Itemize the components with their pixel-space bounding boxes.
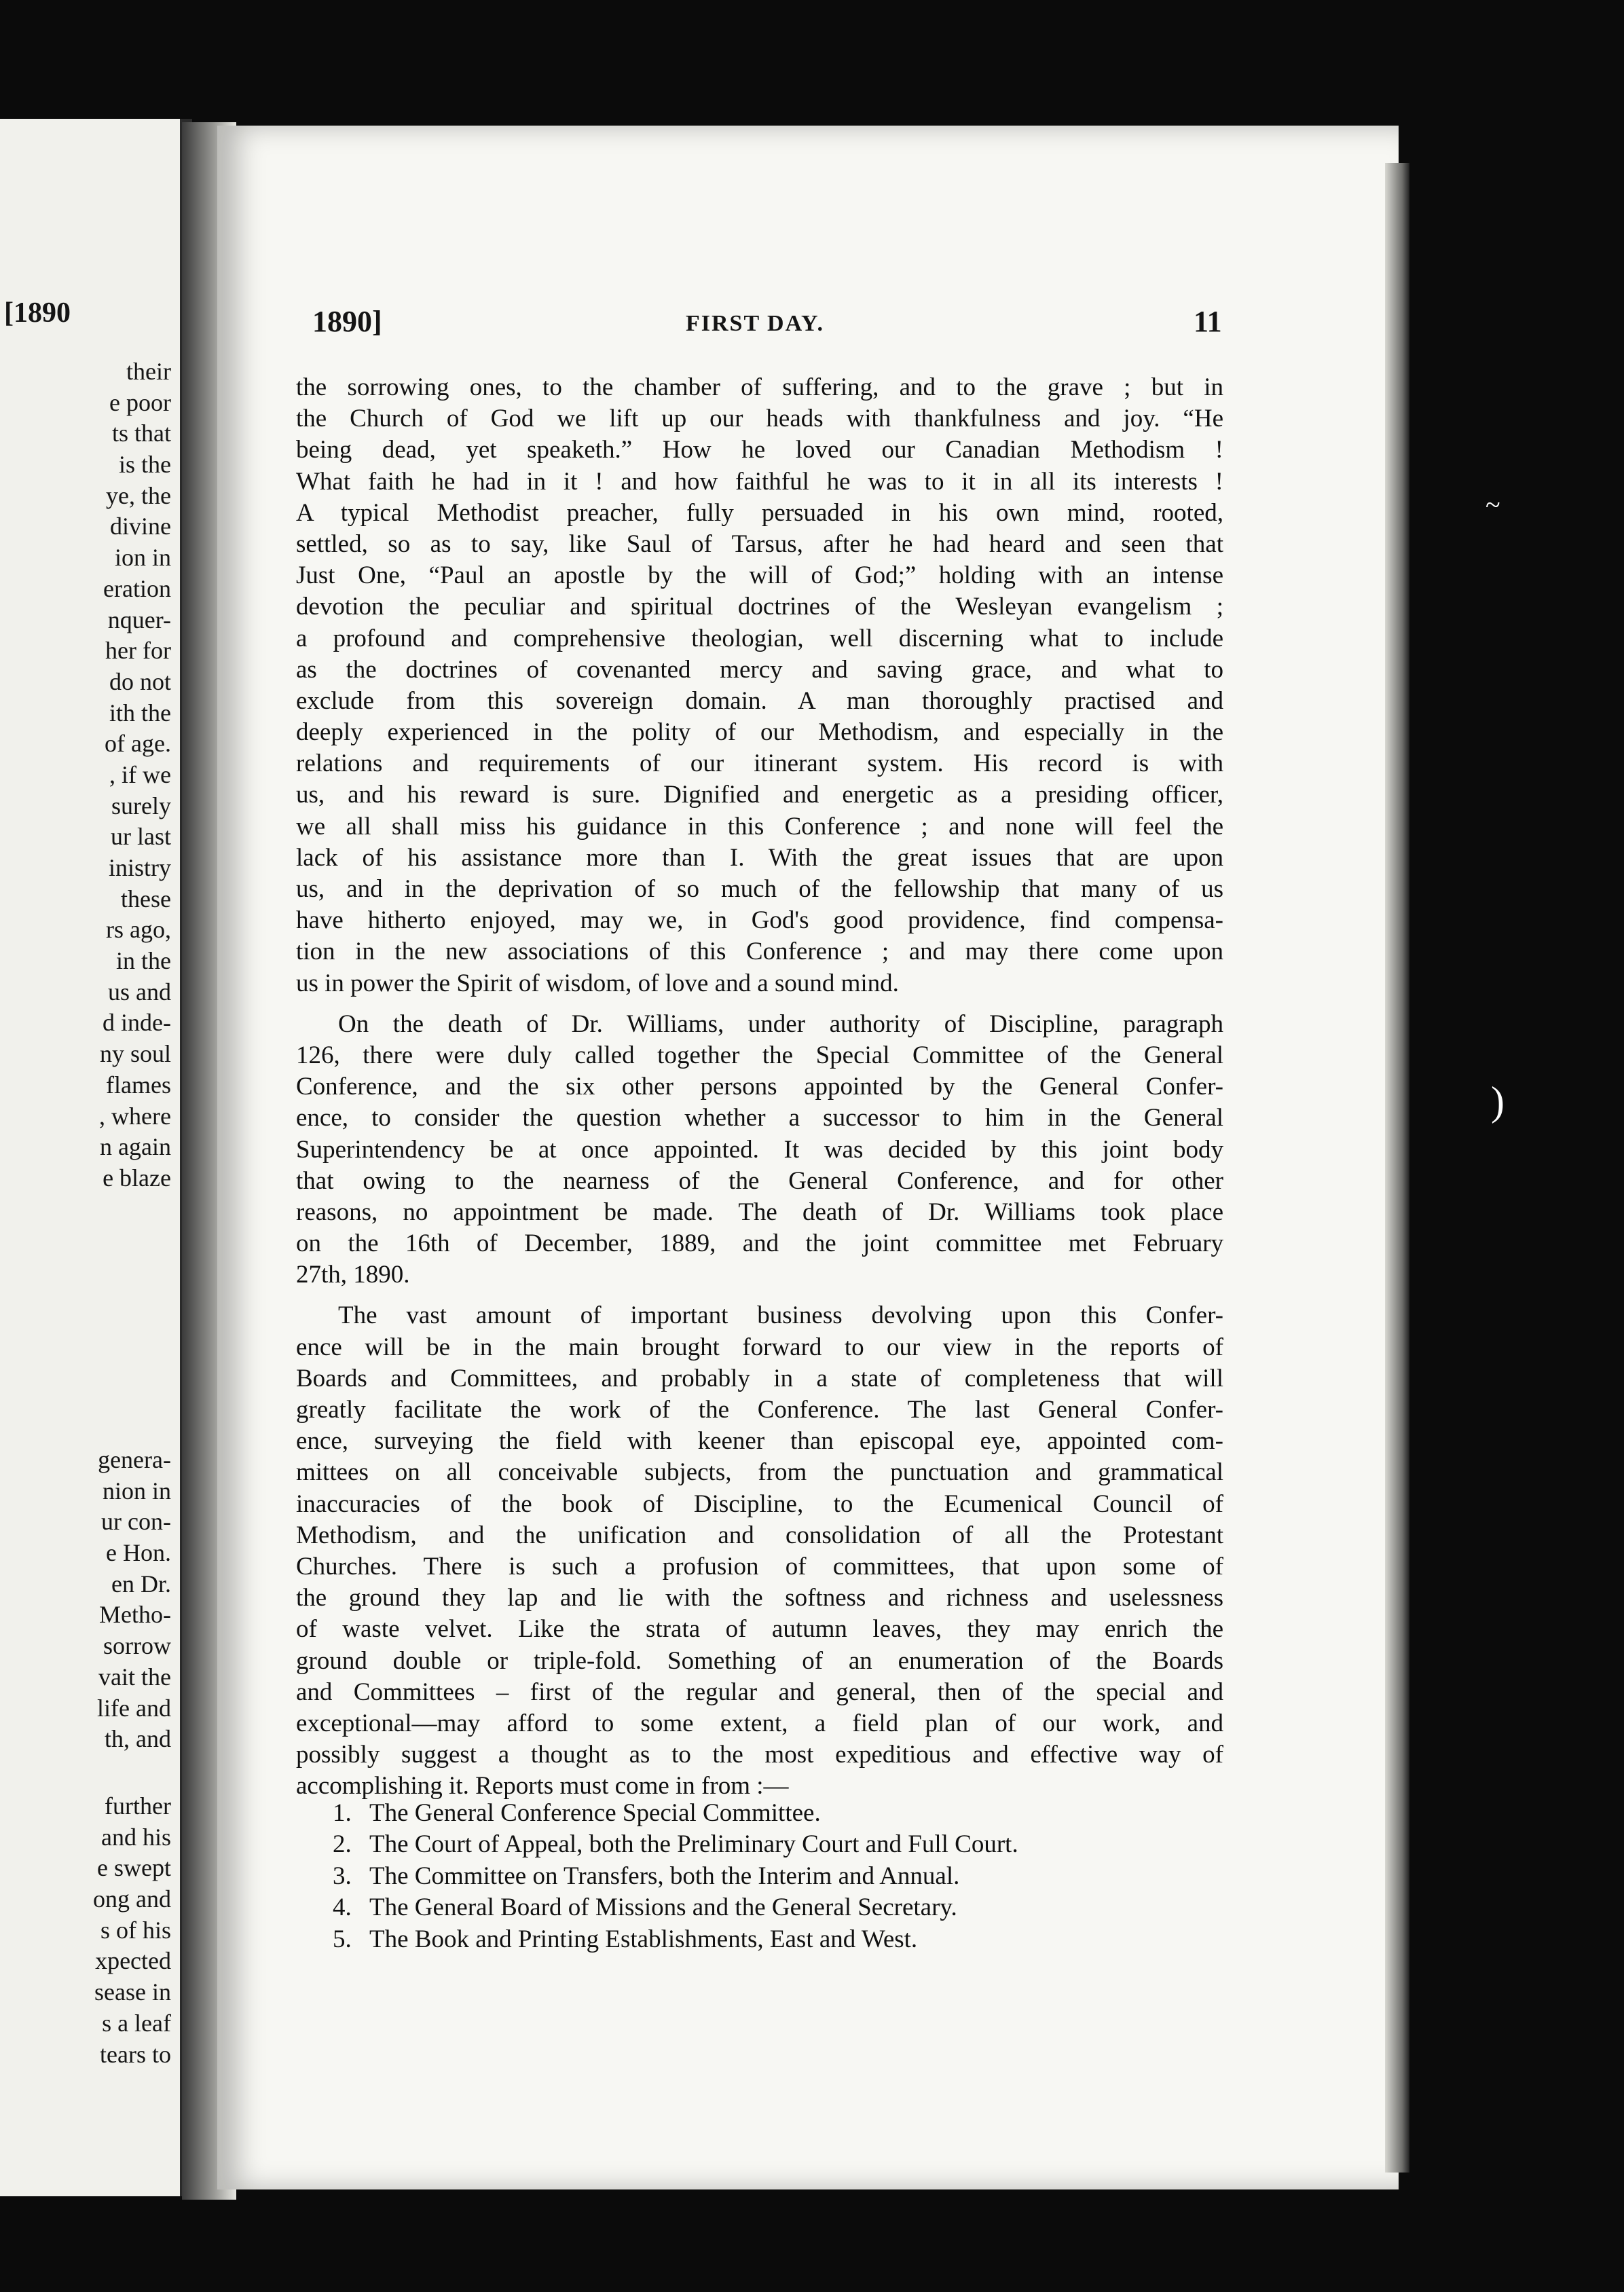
previous-page-line: e poor (109, 388, 171, 416)
text-line: exceptional—may afford to some extent, a field plan of our work, and (296, 1709, 1223, 1737)
list-item-number: 2. (333, 1830, 352, 1859)
previous-page-line: and his (101, 1823, 171, 1851)
text-line: on the 16th of December, 1889, and the joint committee met February (296, 1230, 1223, 1258)
list-item (333, 1892, 1229, 1923)
page-number: 11 (1194, 305, 1222, 338)
list-item-text: The Book and Printing Establishments, East and West. (369, 1925, 918, 1953)
text-line: possibly suggest a thought as to the most expeditious and effective way of (296, 1741, 1223, 1769)
text-line: Conference, and the six other persons appointed by the General Confer- (296, 1073, 1223, 1101)
previous-page-line: their (126, 358, 171, 385)
previous-page-line: divine (110, 513, 171, 540)
previous-page-line: ny soul (99, 1040, 171, 1068)
text-line: Churches. There is such a profusion of committees, that upon some of (296, 1552, 1223, 1581)
previous-page-line: further (105, 1792, 171, 1819)
previous-page-line: ong and (93, 1885, 171, 1913)
previous-page-line: ts that (112, 420, 171, 447)
previous-page-line: , where (99, 1102, 171, 1130)
previous-page-line: xpected (95, 1947, 171, 1975)
previous-page-line: e swept (97, 1854, 171, 1882)
text-line: the ground they lap and lie with the softness and richness and uselessness (296, 1584, 1223, 1612)
text-line: a profound and comprehensive theologian, well discerning what to include (296, 624, 1223, 652)
text-line: the sorrowing ones, to the chamber of suffering, and to the grave ; but in (296, 373, 1223, 401)
text-line: relations and requirements of our itinerant system. His record is with (296, 750, 1223, 778)
text-line: devotion the peculiar and spiritual doctrines of the Wesleyan evangelism ; (296, 593, 1223, 621)
text-line: A typical Methodist preacher, fully persuaded in his own mind, rooted, (296, 498, 1223, 527)
text-line: and Committees – first of the regular and general, then of the special and (296, 1678, 1223, 1706)
previous-page-line: ith the (109, 699, 171, 726)
previous-page-line: ye, the (106, 481, 171, 509)
scan-artifact-mark: ) (1491, 1079, 1505, 1124)
list-item-number: 3. (333, 1862, 352, 1890)
previous-page-line: ur con- (101, 1508, 171, 1536)
text-line: Superintendency be at once appointed. It was decided by this joint body (296, 1135, 1223, 1164)
previous-page-line: flames (106, 1071, 171, 1098)
list-item-text: The Court of Appeal, both the Preliminary Court and Full Court. (369, 1830, 1018, 1859)
paragraph (296, 1009, 1223, 1291)
previous-page-line: sorrow (103, 1632, 171, 1660)
previous-page-lines-c (0, 1791, 171, 2070)
running-head-title: FIRST DAY. (686, 311, 824, 336)
text-line: us, and his reward is sure. Dignified and energetic as a presiding officer, (296, 781, 1223, 809)
text-line: as the doctrines of covenanted mercy and saving grace, and what to (296, 655, 1223, 684)
reports-list (333, 1798, 1229, 1955)
previous-page-line: nquer- (107, 606, 171, 633)
text-line: ence, to consider the question whether a successor to him in the General (296, 1104, 1223, 1132)
text-line: Just One, “Paul an apostle by the will of God;” holding with an intense (296, 561, 1223, 590)
previous-page-line: in the (116, 947, 171, 975)
previous-page-header: [1890 (4, 297, 71, 329)
previous-page-line: ur last (111, 823, 171, 851)
text-line: exclude from this sovereign domain. A man thoroughly practised and (296, 686, 1223, 715)
text-line: being dead, yet speaketh.” How he loved our Canadian Methodism ! (296, 436, 1223, 464)
previous-page-line: , if we (109, 760, 171, 788)
text-line: the Church of God we lift up our heads with thankfulness and joy. “He (296, 405, 1223, 433)
previous-page-line: genera- (98, 1446, 171, 1473)
previous-page-line: her for (105, 637, 171, 665)
list-item-text: The General Conference Special Committee. (369, 1799, 821, 1827)
previous-page-line: rs ago, (106, 916, 171, 944)
paragraph (296, 372, 1223, 999)
previous-page-line: tears to (100, 2040, 171, 2068)
previous-page-line: do not (109, 667, 171, 695)
text-line: Boards and Committees, and probably in a state of completeness that will (296, 1364, 1223, 1392)
list-item-text: The Committee on Transfers, both the Interim and Annual. (369, 1862, 960, 1890)
list-item-number: 1. (333, 1799, 352, 1827)
previous-page-line: is the (119, 451, 171, 479)
text-line: that owing to the nearness of the General Conference, and for other (296, 1166, 1223, 1195)
list-item (333, 1924, 1229, 1955)
previous-page-line: surely (111, 792, 171, 819)
list-item (333, 1861, 1229, 1892)
previous-page-line: inistry (108, 854, 171, 881)
text-line: mittees on all conceivable subjects, from the punctuation and grammatical (296, 1458, 1223, 1487)
text-line: 126, there were duly called together the Special Committee of the General (296, 1041, 1223, 1069)
previous-page-line: eration (103, 574, 171, 602)
text-line: us, and in the deprivation of so much of the fellowship that many of us (296, 875, 1223, 903)
running-head (312, 304, 1229, 345)
text-line: ence, surveying the field with keener than episcopal eye, appointed com- (296, 1427, 1223, 1456)
previous-page-line: nion in (102, 1477, 171, 1504)
previous-page-line: n again (100, 1133, 171, 1161)
previous-page-line: s of his (100, 1916, 171, 1944)
paragraph (296, 1300, 1223, 1802)
text-line: greatly facilitate the work of the Conference. The last General Confer- (296, 1396, 1223, 1424)
text-line: have hitherto enjoyed, may we, in God's good providence, find compensa- (296, 906, 1223, 935)
previous-page-line: sease in (94, 1978, 171, 2006)
text-line: accomplishing it. Reports must come in from :— (296, 1772, 789, 1800)
previous-page-line: of age. (105, 730, 171, 758)
previous-page-line: e blaze (103, 1164, 171, 1191)
previous-page-lines-b (0, 1445, 171, 1755)
previous-page-lines-a (0, 356, 171, 1194)
text-line: 27th, 1890. (296, 1261, 410, 1289)
previous-page-line: e Hon. (106, 1539, 171, 1567)
running-head-year: 1890] (312, 305, 382, 338)
text-line: What faith he had in it ! and how faithful he was to it in all its interests ! (296, 467, 1223, 496)
previous-page-line: Metho- (99, 1601, 171, 1629)
previous-page-line: en Dr. (111, 1570, 171, 1597)
list-item-text: The General Board of Missions and the General Secretary. (369, 1893, 957, 1922)
previous-page-line: d inde- (103, 1009, 171, 1037)
text-line: reasons, no appointment be made. The death of Dr. Williams took place (296, 1198, 1223, 1226)
text-line: we all shall miss his guidance in this Conference ; and none will feel the (296, 812, 1223, 840)
previous-page-line: these (121, 885, 171, 912)
list-item (333, 1798, 1229, 1829)
scan-artifact-mark: ~ (1485, 489, 1500, 520)
text-line: tion in the new associations of this Conference ; and may there come upon (296, 938, 1223, 966)
previous-page-line: life and (97, 1694, 171, 1722)
previous-page-line: vait the (98, 1663, 171, 1690)
text-line: Methodism, and the unification and consolidation of all the Protestant (296, 1521, 1223, 1549)
text-line: deeply experienced in the polity of our Methodism, and especially in the (296, 718, 1223, 747)
previous-page-line: us and (108, 978, 171, 1005)
previous-page (0, 119, 192, 2196)
previous-page-line: th, and (105, 1725, 171, 1753)
text-line: us in power the Spirit of wisdom, of love and a sound mind. (296, 969, 899, 997)
previous-page-line: s a leaf (102, 2009, 171, 2037)
text-line: lack of his assistance more than I. With the great issues that are upon (296, 843, 1223, 872)
body-text (296, 372, 1223, 1802)
text-line: On the death of Dr. Williams, under authority of Discipline, paragraph (338, 1010, 1223, 1038)
text-line: of waste velvet. Like the strata of autumn leaves, they may enrich the (296, 1615, 1223, 1644)
text-line: inaccuracies of the book of Discipline, to the Ecumenical Council of (296, 1490, 1223, 1518)
list-item (333, 1829, 1229, 1860)
text-line: ground double or triple-fold. Something of an enumeration of the Boards (296, 1646, 1223, 1675)
list-item-number: 5. (333, 1925, 352, 1953)
list-item-number: 4. (333, 1893, 352, 1922)
previous-page-line: ion in (114, 544, 171, 572)
page-edge (1385, 163, 1409, 2173)
text-line: settled, so as to say, like Saul of Tarsus, after he had heard and seen that (296, 530, 1223, 558)
text-line: ence will be in the main brought forward to our view in the reports of (296, 1333, 1223, 1361)
text-line: The vast amount of important business devolving upon this Confer- (338, 1301, 1223, 1330)
